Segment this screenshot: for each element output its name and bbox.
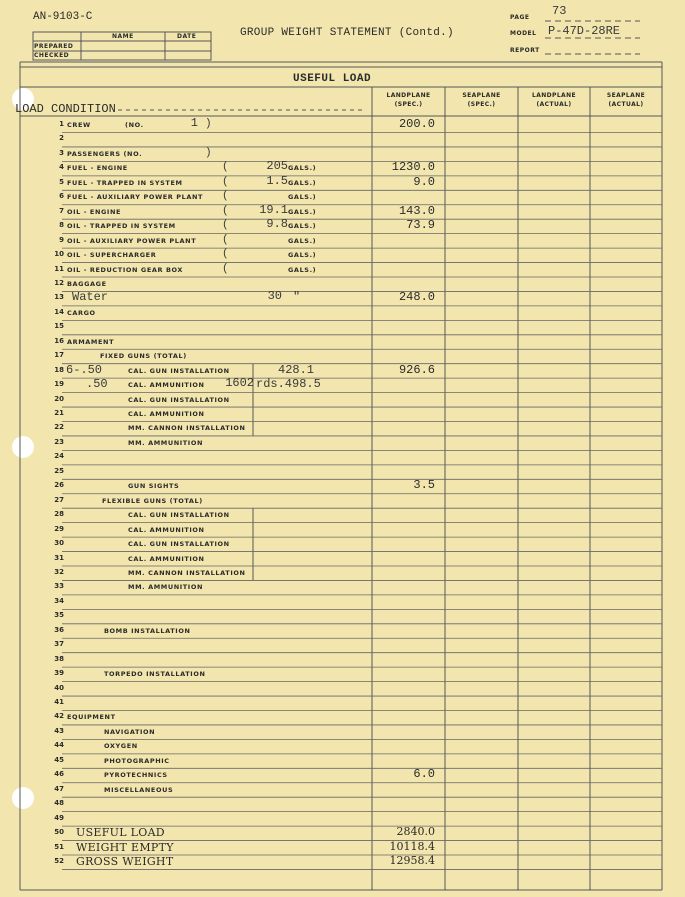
row-typed-value: 1.5 bbox=[266, 173, 288, 188]
landplane-spec-value: 2840.0 bbox=[396, 825, 435, 839]
row-number: 37 bbox=[54, 640, 64, 649]
row-unit: GALS.) bbox=[288, 265, 317, 274]
row-number: 7 bbox=[59, 206, 64, 215]
model-label: MODEL bbox=[510, 30, 537, 37]
row-number: 15 bbox=[54, 322, 64, 331]
form-number: AN-9103-C bbox=[33, 11, 93, 23]
row-label: MM. CANNON INSTALLATION bbox=[128, 568, 246, 577]
row-number: 51 bbox=[54, 842, 64, 851]
row-number: 2 bbox=[59, 134, 64, 143]
row-paren: ( bbox=[222, 248, 229, 261]
row-label: CARGO bbox=[67, 308, 96, 317]
row-label: BAGGAGE bbox=[67, 279, 107, 288]
row-number: 3 bbox=[59, 148, 64, 157]
row-label: CAL. GUN INSTALLATION bbox=[128, 511, 230, 520]
row-label: ARMAMENT bbox=[67, 337, 115, 346]
row-number: 18 bbox=[54, 365, 64, 374]
row-number: 32 bbox=[54, 567, 64, 576]
landplane-spec-value: 143.0 bbox=[398, 203, 435, 218]
row-label: FLEXIBLE GUNS (TOTAL) bbox=[102, 496, 203, 505]
row-label: MM. AMMUNITION bbox=[128, 438, 203, 447]
row-unit: GALS.) bbox=[288, 236, 317, 245]
row-number: 10 bbox=[54, 250, 64, 259]
row-label: OXYGEN bbox=[104, 742, 138, 751]
row-number: 20 bbox=[54, 394, 64, 403]
row-label: OIL - REDUCTION GEAR BOX bbox=[67, 265, 184, 274]
row-label: EQUIPMENT bbox=[67, 713, 116, 722]
row-paren: ( bbox=[222, 204, 229, 217]
name-column-label: NAME bbox=[112, 33, 134, 40]
row-number: 4 bbox=[59, 163, 64, 172]
row-number: 28 bbox=[54, 510, 64, 519]
row-number: 52 bbox=[54, 856, 64, 865]
row-label: CAL. GUN INSTALLATION bbox=[128, 540, 230, 549]
row-label: CAL. AMMUNITION bbox=[128, 381, 205, 390]
row-unit: GALS.) bbox=[288, 207, 317, 216]
row-number: 34 bbox=[54, 596, 64, 605]
form-title: GROUP WEIGHT STATEMENT (Contd.) bbox=[240, 27, 454, 39]
col-landplane-spec-header: LANDPLANE (SPEC.) bbox=[386, 92, 431, 108]
row-label: PASSENGERS (NO. bbox=[67, 149, 143, 158]
row-number: 48 bbox=[54, 799, 64, 808]
row-number: 27 bbox=[54, 495, 64, 504]
col-seaplane-actual-header: SEAPLANE (ACTUAL) bbox=[606, 92, 646, 108]
row-paren: ( bbox=[222, 219, 229, 232]
row-paren: ( bbox=[222, 262, 229, 275]
row-label: GROSS WEIGHT bbox=[76, 854, 174, 868]
prepared-label: PREPARED bbox=[34, 43, 74, 50]
row-label: CAL. AMMUNITION bbox=[128, 554, 205, 563]
row-number: 26 bbox=[54, 481, 64, 490]
row-prefix: .50 bbox=[86, 377, 108, 392]
row-unit: GALS.) bbox=[288, 222, 317, 231]
row-number: 11 bbox=[54, 264, 64, 273]
report-label: REPORT bbox=[510, 47, 540, 54]
row-label: FUEL - ENGINE bbox=[67, 164, 128, 173]
landplane-spec-value: 10118.4 bbox=[389, 839, 435, 853]
row-number: 38 bbox=[54, 654, 64, 663]
row-number: 5 bbox=[59, 177, 64, 186]
row-label: MM. CANNON INSTALLATION bbox=[128, 424, 246, 433]
row-label: CAL. GUN INSTALLATION bbox=[128, 366, 230, 375]
row-number: 1 bbox=[59, 120, 64, 128]
checked-label: CHECKED bbox=[34, 52, 70, 59]
row-label: CAL. AMMUNITION bbox=[128, 525, 205, 534]
row-label: OIL - TRAPPED IN SYSTEM bbox=[67, 222, 176, 231]
row-number: 31 bbox=[54, 553, 64, 562]
row-label: BOMB INSTALLATION bbox=[104, 626, 191, 635]
row-label: USEFUL LOAD bbox=[76, 826, 165, 840]
row-label: NAVIGATION bbox=[104, 727, 156, 736]
landplane-spec-value: 200.0 bbox=[398, 117, 435, 131]
row-number: 13 bbox=[54, 293, 64, 302]
row-number: 23 bbox=[54, 437, 64, 446]
load-condition-label: LOAD CONDITION bbox=[15, 102, 116, 116]
page-value: 73 bbox=[552, 4, 567, 18]
row-number: 24 bbox=[54, 452, 64, 461]
row-number: 41 bbox=[54, 698, 64, 706]
row-unit: GALS.) bbox=[288, 164, 317, 173]
landplane-spec-value: 926.6 bbox=[398, 362, 435, 377]
row-number: 9 bbox=[59, 235, 64, 244]
row-typed-value: 205 bbox=[266, 159, 288, 174]
landplane-spec-value: 3.5 bbox=[413, 478, 435, 493]
row-label: CREW bbox=[67, 121, 91, 129]
row-number: 39 bbox=[54, 669, 64, 678]
row-number: 40 bbox=[54, 683, 64, 692]
row-typed-value: 19.1 bbox=[259, 202, 288, 217]
row-number: 12 bbox=[54, 278, 64, 287]
row-number: 21 bbox=[54, 409, 64, 417]
row-number: 45 bbox=[54, 755, 64, 764]
page-label: PAGE bbox=[510, 14, 530, 21]
row-typed-value: 1602 bbox=[225, 376, 254, 391]
row-number: 36 bbox=[54, 625, 64, 634]
row-typed-value: 30 bbox=[267, 289, 282, 304]
row-paren: ( bbox=[222, 233, 229, 246]
row-number: 19 bbox=[54, 380, 64, 389]
landplane-spec-value: 73.9 bbox=[406, 218, 435, 233]
row-number: 43 bbox=[54, 726, 64, 735]
row-label: OIL - ENGINE bbox=[67, 207, 122, 216]
date-column-label: DATE bbox=[177, 33, 197, 40]
row-number: 35 bbox=[54, 611, 64, 620]
landplane-spec-value: 1230.0 bbox=[391, 160, 435, 175]
row-label: PHOTOGRAPHIC bbox=[104, 756, 170, 765]
landplane-spec-value: 248.0 bbox=[398, 290, 435, 305]
col-seaplane-spec-header: SEAPLANE (SPEC.) bbox=[462, 92, 501, 108]
row-paren: ( bbox=[222, 175, 229, 188]
row-number: 16 bbox=[54, 336, 64, 345]
row-close-paren: ) bbox=[205, 146, 212, 159]
row-unit: " bbox=[293, 290, 301, 305]
row-unit: GALS.) bbox=[288, 193, 317, 202]
row-paren: ( bbox=[222, 161, 229, 174]
row-number: 17 bbox=[54, 351, 64, 360]
row-unit: GALS.) bbox=[288, 178, 317, 187]
row-label: PYROTECHNICS bbox=[104, 771, 168, 780]
col-landplane-actual-header: LANDPLANE (ACTUAL) bbox=[531, 92, 577, 108]
row-number: 8 bbox=[59, 221, 64, 230]
row-typed-label: Water bbox=[72, 290, 109, 305]
row-paren: ( bbox=[222, 190, 229, 203]
row-number: 14 bbox=[54, 307, 64, 316]
row-label: GUN SIGHTS bbox=[128, 482, 180, 491]
row-number: 50 bbox=[54, 828, 64, 837]
row-label: MISCELLANEOUS bbox=[104, 785, 174, 794]
row-label: OIL - AUXILIARY POWER PLANT bbox=[67, 236, 197, 245]
row-number: 33 bbox=[54, 582, 64, 591]
landplane-spec-value: 9.0 bbox=[413, 174, 435, 189]
row-number: 25 bbox=[54, 466, 64, 475]
row-label: FUEL - AUXILIARY POWER PLANT bbox=[67, 193, 204, 202]
row-number: 42 bbox=[54, 712, 64, 721]
row-number: 22 bbox=[54, 423, 64, 432]
row-typed-value: 9.8 bbox=[266, 217, 288, 232]
row-label: FIXED GUNS (TOTAL) bbox=[100, 352, 187, 361]
row-label: OIL - SUPERCHARGER bbox=[67, 251, 157, 260]
row-subvalue: rds.498.5 bbox=[256, 377, 321, 392]
row-label: CAL. GUN INSTALLATION bbox=[128, 395, 230, 404]
row-label: CAL. AMMUNITION bbox=[128, 410, 205, 418]
row-number: 29 bbox=[54, 524, 64, 533]
row-typed-value: 1 bbox=[190, 116, 198, 130]
row-number: 6 bbox=[59, 192, 64, 201]
model-value: P-47D-28RE bbox=[548, 24, 621, 38]
landplane-spec-value: 12958.4 bbox=[389, 853, 435, 867]
row-close-paren: ) bbox=[205, 118, 212, 130]
row-number: 30 bbox=[54, 539, 64, 548]
row-subvalue: 428.1 bbox=[278, 362, 315, 377]
row-unit: GALS.) bbox=[288, 251, 317, 260]
row-extra: (NO. bbox=[125, 121, 144, 129]
section-title: USEFUL LOAD bbox=[293, 73, 372, 85]
landplane-spec-value: 6.0 bbox=[413, 767, 435, 782]
row-label: MM. AMMUNITION bbox=[128, 583, 203, 592]
row-number: 46 bbox=[54, 770, 64, 779]
row-prefix: 6-.50 bbox=[66, 362, 103, 377]
row-number: 49 bbox=[54, 813, 64, 822]
row-label: WEIGHT EMPTY bbox=[76, 840, 174, 854]
row-label: FUEL - TRAPPED IN SYSTEM bbox=[67, 178, 183, 187]
row-number: 47 bbox=[54, 784, 64, 793]
row-label: TORPEDO INSTALLATION bbox=[104, 670, 206, 679]
row-number: 44 bbox=[54, 741, 64, 750]
